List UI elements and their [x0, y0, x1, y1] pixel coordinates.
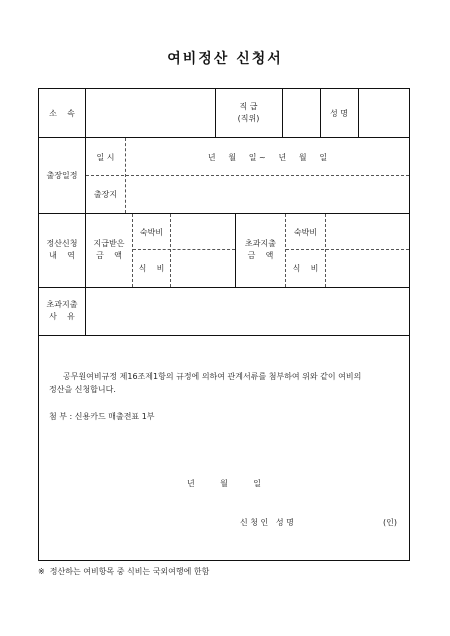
attachment-note: 첨 부 : 신용카드 매출전표 1부	[49, 412, 155, 421]
dashed-divider	[125, 138, 126, 213]
label-column-divider	[85, 89, 86, 335]
dashed-divider	[325, 214, 326, 287]
excess-lodging-label: 숙박비	[293, 228, 318, 237]
settlement-form	[38, 88, 410, 561]
statement-text: 공무원여비규정 제16조제1항의 규정에 의하여 관계서류를 첨부하여 위와 같이 여비의	[63, 372, 362, 381]
destination-label: 출장지	[93, 190, 118, 199]
received-amount-label: 지급받은	[93, 239, 125, 248]
dashed-divider	[285, 214, 286, 287]
dashed-divider	[86, 175, 409, 176]
col-divider	[358, 89, 359, 137]
applicant-name-label: 신 청 인 성 명	[240, 518, 294, 527]
dashed-divider	[133, 249, 235, 250]
application-date: 년 월 일	[186, 479, 262, 488]
position-label: (직위)	[237, 114, 260, 123]
rank-label: 직 급	[239, 102, 258, 111]
col-divider	[282, 89, 283, 137]
dashed-divider	[170, 214, 171, 287]
date-label: 일 시	[96, 153, 115, 162]
excess-reason-label-2: 사 유	[49, 312, 75, 321]
statement-text-2: 정산을 신청합니다.	[49, 385, 116, 394]
date-range-field[interactable]: 년 월 일 ~ 년 월 일	[207, 153, 328, 162]
meal-label: 식 비	[138, 264, 165, 273]
seal-mark: (인)	[383, 518, 397, 527]
affiliation-label: 소 속	[49, 109, 75, 118]
excess-reason-label: 초과지출	[46, 300, 78, 309]
settlement-detail-label-2: 내 역	[49, 251, 75, 260]
row-divider	[39, 287, 409, 288]
row-divider	[39, 137, 409, 138]
footnote: ※ 정산하는 여비항목 중 식비는 국외여행에 한함	[38, 567, 210, 576]
excess-amount-label-2: 금 액	[247, 251, 274, 260]
settlement-detail-label: 정산신청	[46, 239, 78, 248]
row-divider	[39, 213, 409, 214]
excess-amount-label: 초과지출	[245, 239, 276, 248]
row-divider	[39, 335, 409, 336]
trip-schedule-label: 출장일정	[46, 171, 78, 180]
dashed-divider	[286, 249, 409, 250]
excess-meal-label: 식 비	[292, 264, 319, 273]
dashed-divider	[132, 214, 133, 287]
page-title: 여비정산 신청서	[167, 51, 283, 67]
name-label: 성 명	[330, 109, 348, 118]
lodging-label: 숙박비	[139, 228, 164, 237]
received-amount-label-2: 금 액	[96, 251, 122, 260]
